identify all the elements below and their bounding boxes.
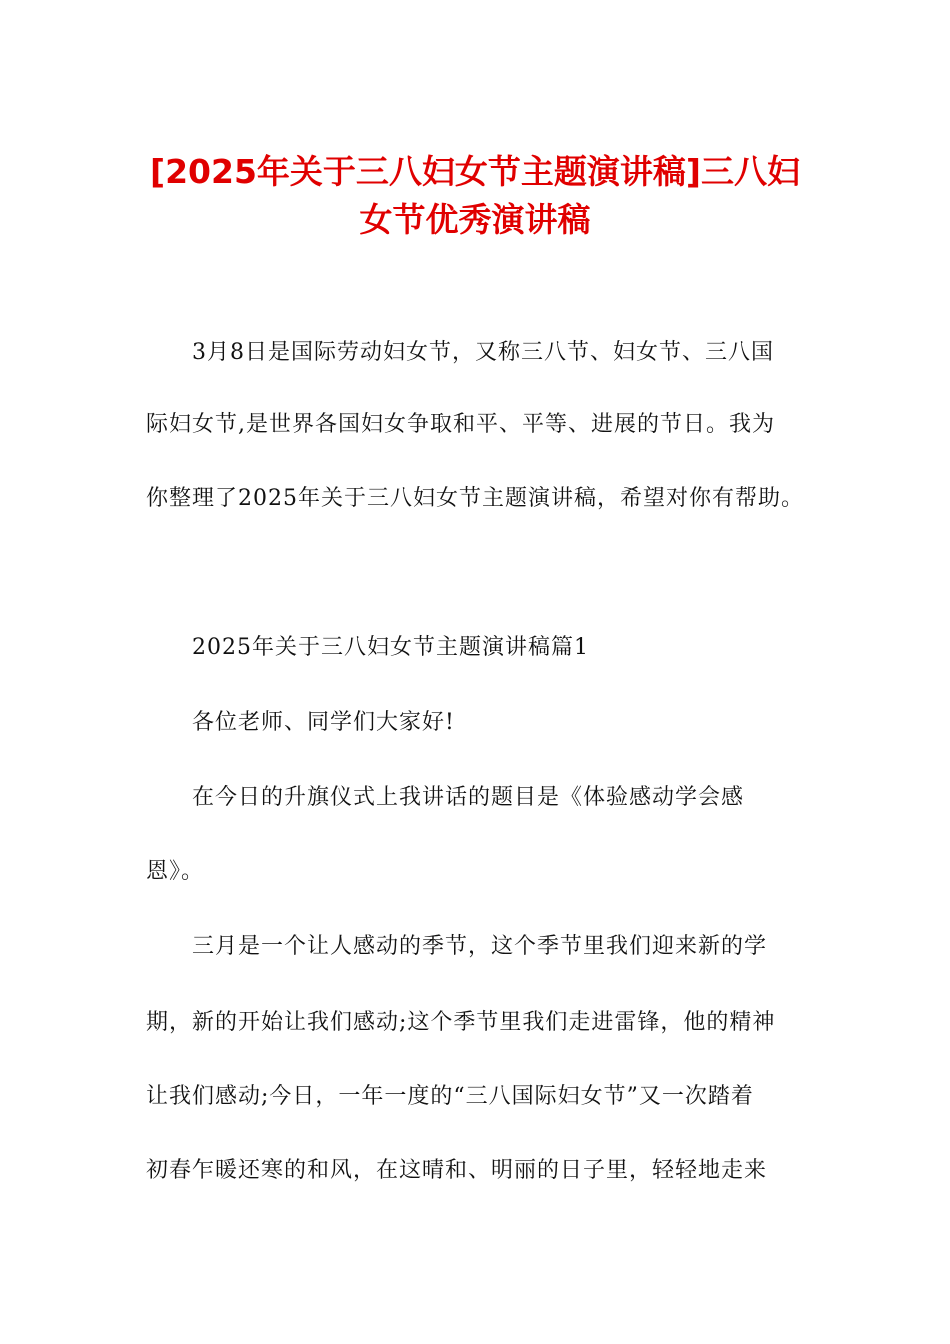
text-line: 际妇女节,是世界各国妇女争取和平、平等、进展的节日。我为	[146, 412, 775, 437]
text-line: 让我们感动;今日，一年一度的“三八国际妇女节”又一次踏着	[146, 1084, 754, 1109]
text-line: 在今日的升旗仪式上我讲话的题目是《体验感动学会感	[192, 785, 745, 810]
text-line: 恩》。	[146, 859, 205, 884]
text-line: 期，新的开始让我们感动;这个季节里我们走进雷锋，他的精神	[146, 1010, 776, 1035]
section-heading: 2025年关于三八妇女节主题演讲稿篇1	[192, 635, 589, 660]
text-line: 3月8日是国际劳动妇女节，又称三八节、妇女节、三八国	[192, 340, 774, 365]
text-line: 你整理了2025年关于三八妇女节主题演讲稿，希望对你有帮助。	[146, 486, 804, 511]
document-title-line-1: [2025年关于三八妇女节主题演讲稿]三八妇	[149, 152, 800, 191]
text-line: 初春乍暖还寒的和风，在这晴和、明丽的日子里，轻轻地走来	[146, 1158, 768, 1183]
document-title-line-2: 女节优秀演讲稿	[359, 200, 591, 239]
greeting-line: 各位老师、同学们大家好!	[192, 710, 455, 735]
text-line: 三月是一个让人感动的季节，这个季节里我们迎来新的学	[192, 934, 768, 959]
